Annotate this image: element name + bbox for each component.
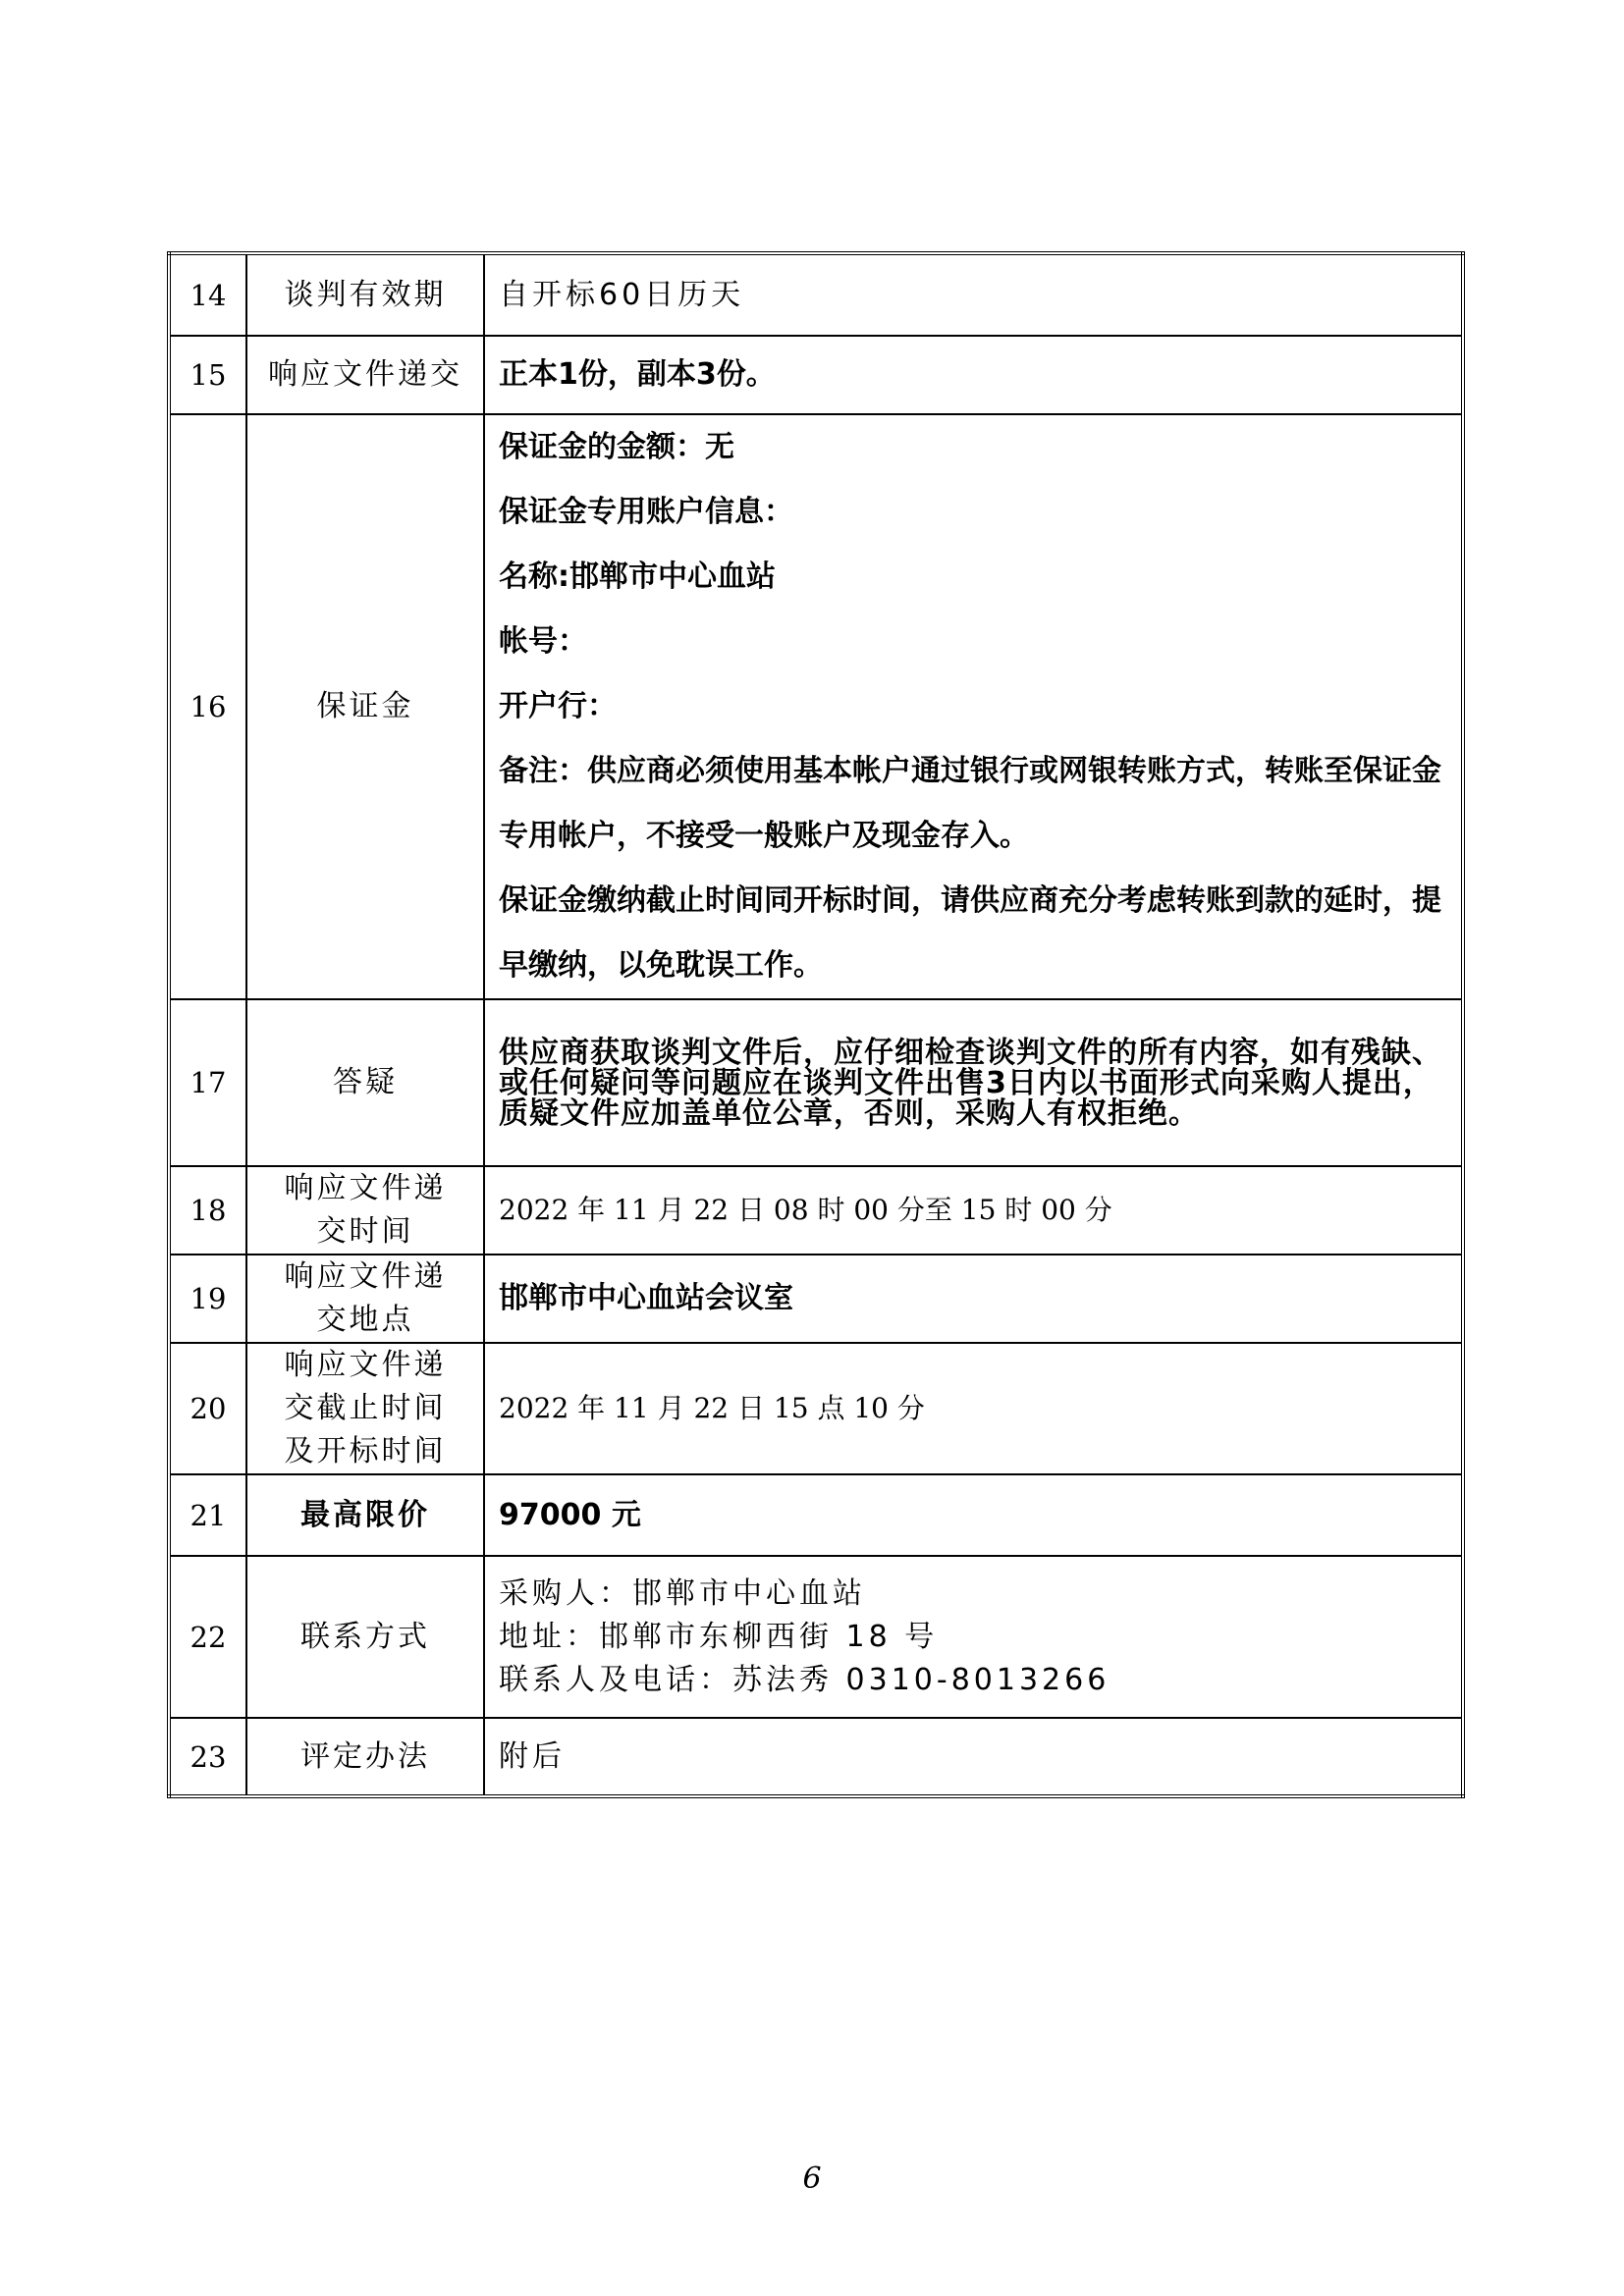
row-label: 响应文件递交截止时间及开标时间: [246, 1343, 484, 1474]
deposit-account-name: 名称:邯郸市中心血站: [499, 560, 776, 594]
row-number: 20: [169, 1343, 246, 1474]
row-number: 16: [169, 414, 246, 999]
row-content: 2022 年 11 月 22 日 08 时 00 分至 15 时 00 分: [484, 1166, 1463, 1255]
table-row: [169, 1556, 1463, 1718]
deposit-account-info: 保证金专用账户信息：: [499, 495, 793, 529]
purchaser-address: 地址：邯郸市东柳西街 18 号: [499, 1619, 939, 1654]
contact-person-phone: 联系人及电话：苏法秀 0310-8013266: [499, 1662, 1110, 1697]
row-number: 14: [169, 253, 246, 336]
table-row: [169, 1474, 1463, 1556]
row-label: 响应文件递交地点: [246, 1255, 484, 1343]
table-row: [169, 253, 1463, 336]
table-row: [169, 1718, 1463, 1796]
row-label: 评定办法: [246, 1718, 484, 1796]
table-row: [169, 1166, 1463, 1255]
deposit-bank: 开户行：: [499, 689, 617, 723]
row-label: 响应文件递交时间: [246, 1166, 484, 1255]
row-label: 响应文件递交: [246, 336, 484, 414]
row-label: 答疑: [246, 999, 484, 1166]
row-number: 23: [169, 1718, 246, 1796]
deposit-remark: 备注：供应商必须使用基本帐户通过银行或网银转账方式，转账至保证金专用帐户，不接受一般账户及现金存入。: [499, 754, 1441, 853]
row-label: 最高限价: [246, 1474, 484, 1556]
row-content: 附后: [484, 1718, 1463, 1796]
row-number: 21: [169, 1474, 246, 1556]
row-content: 97000 元: [484, 1474, 1463, 1556]
deposit-deadline-note: 保证金缴纳截止时间同开标时间，请供应商充分考虑转账到款的延时，提早缴纳，以免耽误工作。: [499, 883, 1441, 983]
page-number: 6: [802, 2162, 822, 2196]
deposit-details: [484, 414, 1463, 999]
row-number: 22: [169, 1556, 246, 1718]
row-label: 谈判有效期: [246, 253, 484, 336]
deposit-amount: 保证金的金额：无: [499, 430, 734, 464]
row-number: 15: [169, 336, 246, 414]
row-content: 邯郸市中心血站会议室: [484, 1255, 1463, 1343]
row-label: 联系方式: [246, 1556, 484, 1718]
purchaser-name: 采购人：邯郸市中心血站: [499, 1575, 866, 1611]
row-content: 自开标60日历天: [484, 253, 1463, 336]
row-content: 正本1份，副本3份。: [484, 336, 1463, 414]
row-label: 保证金: [246, 414, 484, 999]
table-row: [169, 414, 1463, 999]
deposit-account-number: 帐号：: [499, 624, 587, 659]
row-content: 供应商获取谈判文件后，应仔细检查谈判文件的所有内容，如有残缺、或任何疑问等问题应在谈判文件出售3日内以书面形式向采购人提出，质疑文件应加盖单位公章，否则，采购人有权拒绝。: [484, 999, 1463, 1166]
row-number: 17: [169, 999, 246, 1166]
row-number: 18: [169, 1166, 246, 1255]
row-content: 2022 年 11 月 22 日 15 点 10 分: [484, 1343, 1463, 1474]
table-row: [169, 1255, 1463, 1343]
table-row: [169, 1343, 1463, 1474]
procurement-spec-table: [167, 251, 1465, 1798]
table-row: [169, 336, 1463, 414]
table-row: [169, 999, 1463, 1166]
row-number: 19: [169, 1255, 246, 1343]
contact-info: [484, 1556, 1463, 1718]
